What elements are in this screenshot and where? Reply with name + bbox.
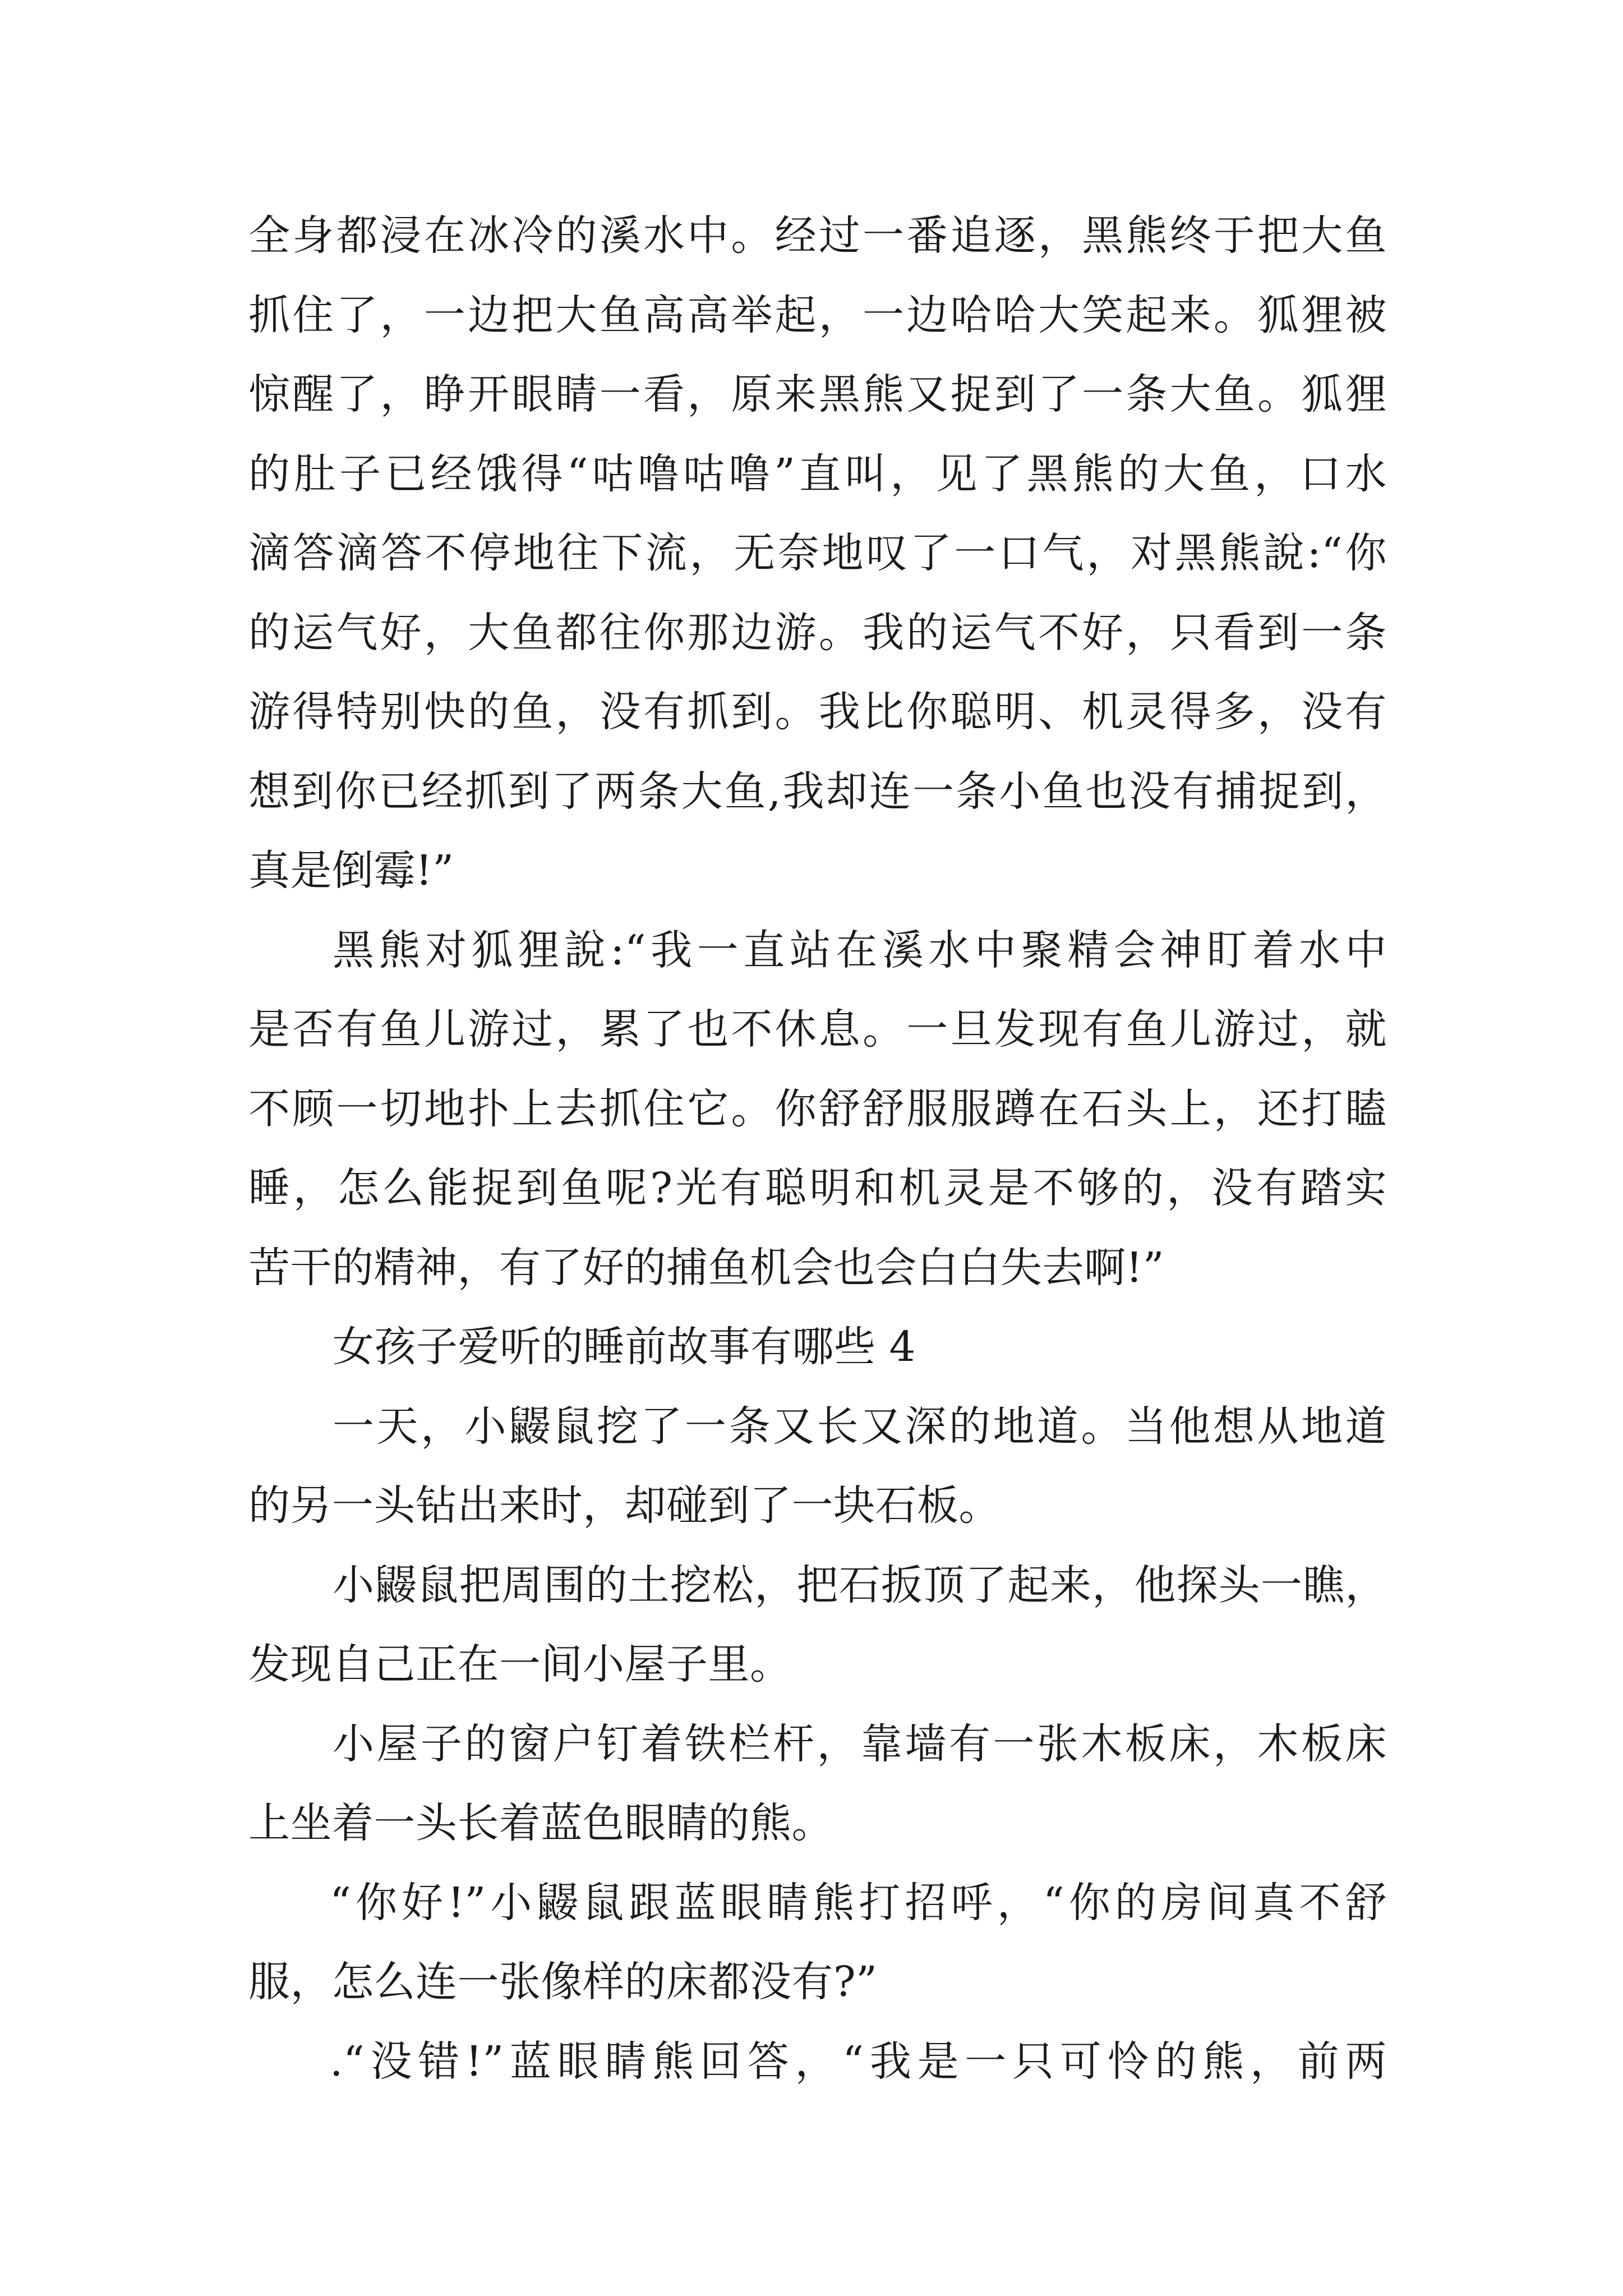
text-line: 黑熊对狐狸說:“我一直站在溪水中聚精会神盯着水中 <box>333 926 1387 974</box>
text-line: 的肚子已经饿得“咕噜咕噜”直叫，见了黑熊的大鱼，口水 <box>248 449 1387 498</box>
text-line: 游得特别快的鱼，没有抓到。我比你聪明、机灵得多，没有 <box>248 688 1387 736</box>
text-line: 苦干的精神，有了好的捕鱼机会也会白白失去啊!” <box>248 1243 1165 1292</box>
text-line: 滴答滴答不停地往下流，无奈地叹了一口气，对黑熊說:“你 <box>248 529 1387 577</box>
story-text <box>248 196 1387 2101</box>
text-line: 发现自己正在一间小屋子里。 <box>248 1640 792 1688</box>
text-line: 服，怎么连一张像样的床都没有?” <box>248 1958 878 2006</box>
text-line: 不顾一切地扑上去抓住它。你舒舒服服蹲在石头上，还打瞌 <box>248 1084 1387 1133</box>
text-line: 的运气好，大鱼都往你那边游。我的运气不好，只看到一条 <box>248 608 1387 657</box>
text-line: “你好!”小鼹鼠跟蓝眼睛熊打招呼，“你的房间真不舒 <box>330 1878 1387 1927</box>
text-line: 的另一头钻出来时，却碰到了一块石板。 <box>248 1481 1000 1530</box>
text-line: 惊醒了，睁开眼睛一看，原来黑熊又捉到了一条大鱼。狐狸 <box>248 370 1387 418</box>
section-heading: 女孩子爱听的睡前故事有哪些 4 <box>333 1323 916 1371</box>
text-line: 小屋子的窗户钉着铁栏杆，靠墙有一张木板床，木板床 <box>333 1719 1387 1768</box>
text-line: 真是倒霉!” <box>248 846 454 895</box>
text-line: 想到你已经抓到了两条大鱼,我却连一条小鱼也没有捕捉到， <box>248 767 1387 816</box>
text-line: 是否有鱼儿游过，累了也不休息。一旦发现有鱼儿游过，就 <box>248 1005 1387 1053</box>
text-line: 小鼹鼠把周围的土挖松，把石扳顶了起来，他探头一瞧， <box>333 1561 1387 1609</box>
text-line: 抓住了，一边把大鱼高高举起，一边哈哈大笑起来。狐狸被 <box>248 291 1387 339</box>
text-line: .“没错!”蓝眼睛熊回答，“我是一只可怜的熊，前两 <box>330 2037 1387 2086</box>
text-line: 睡，怎么能捉到鱼呢?光有聪明和机灵是不够的，没有踏实 <box>248 1164 1387 1212</box>
text-line: 一天，小鼹鼠挖了一条又长又深的地道。当他想从地道 <box>333 1402 1387 1451</box>
text-line: 上坐着一头长着蓝色眼睛的熊。 <box>248 1799 833 1847</box>
text-line: 全身都浸在冰冷的溪水中。经过一番追逐，黑熊终于把大鱼 <box>248 211 1387 260</box>
